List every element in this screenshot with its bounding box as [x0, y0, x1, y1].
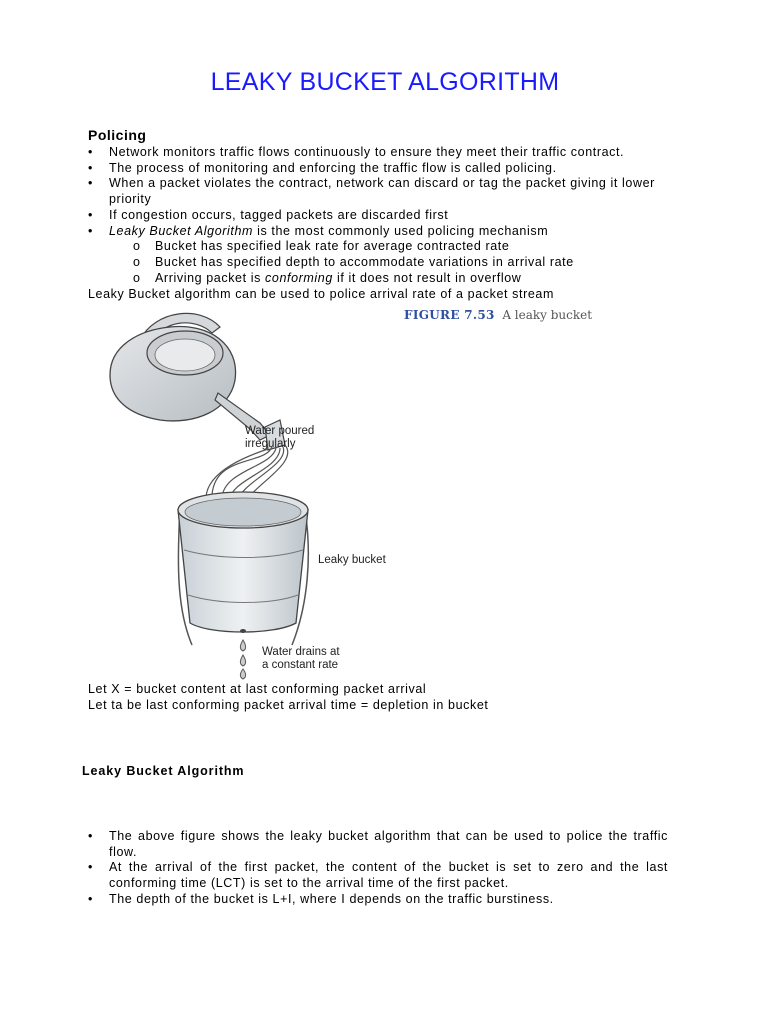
list-item	[88, 892, 668, 908]
leaky-bucket-illustration	[100, 305, 400, 680]
list-item-text: If congestion occurs, tagged packets are discarded first	[109, 207, 449, 222]
list-item	[88, 224, 668, 287]
bullet: •	[88, 176, 93, 191]
sub-list-item-emphasis: conforming	[265, 270, 333, 285]
list-item-text: is the most commonly used policing mechanism	[253, 223, 549, 238]
list-item	[88, 161, 668, 177]
sub-list	[109, 239, 668, 286]
list-item	[88, 860, 668, 891]
bullet: •	[88, 860, 93, 875]
definition-ta: Let ta be last conforming packet arrival time = depletion in bucket	[88, 698, 489, 712]
sub-list-item	[133, 239, 668, 255]
list-item-text: The depth of the bucket is L+I, where I depends on the traffic burstiness.	[109, 891, 554, 906]
algorithm-heading: Leaky Bucket Algorithm	[82, 764, 245, 778]
label-water-drains: Water drains at a constant rate	[262, 646, 340, 671]
list-item-text: The process of monitoring and enforcing the traffic flow is called policing.	[109, 160, 557, 175]
bullet: •	[88, 207, 93, 222]
list-item	[88, 829, 668, 860]
list-item-text: Network monitors traffic flows continuously to ensure they meet their traffic contract.	[109, 145, 625, 159]
label-leaky-bucket: Leaky bucket	[318, 554, 386, 566]
list-item-emphasis: Leaky Bucket Algorithm	[109, 223, 254, 238]
sub-list-item-text: Arriving packet is	[155, 270, 266, 285]
definition-x: Let X = bucket content at last conforming packet arrival	[88, 682, 427, 696]
bullet: •	[88, 223, 93, 238]
sub-list-item	[133, 255, 668, 271]
bucket-water	[185, 498, 301, 526]
sub-bullet: o	[133, 254, 141, 269]
list-item-text: The above figure shows the leaky bucket algorithm that can be used to police the traffic flow.	[109, 829, 668, 859]
water-drops	[240, 640, 245, 679]
figure-number: FIGURE 7.53	[404, 308, 495, 322]
figure-caption-text: A leaky bucket	[502, 308, 593, 322]
sub-list-item-text: if it does not result in overflow	[332, 270, 522, 285]
list-item-text: At the arrival of the first packet, the content of the bucket is set to zero and the last conforming time (LCT) is set to the arrival time of the first packet.	[109, 860, 668, 891]
list-item	[88, 208, 668, 224]
sub-list-item	[133, 271, 668, 287]
figure-caption	[404, 308, 592, 322]
bullet: •	[88, 891, 93, 906]
list-item	[88, 145, 668, 161]
algorithm-list	[88, 829, 668, 908]
closing-line: Leaky Bucket algorithm can be used to police arrival rate of a packet stream	[88, 287, 554, 301]
list-item	[88, 176, 668, 207]
policing-list	[88, 145, 668, 286]
sub-list-item-text: Bucket has specified depth to accommodate variations in arrival rate	[155, 254, 574, 269]
bullet: •	[88, 160, 93, 175]
list-item-text: When a packet violates the contract, network can discard or tag the packet giving it lower priority	[109, 176, 655, 207]
label-water-poured: Water poured irregularly	[245, 425, 315, 450]
sub-bullet: o	[133, 270, 141, 285]
sub-list-item-text: Bucket has specified leak rate for average contracted rate	[155, 239, 510, 254]
policing-heading: Policing	[88, 127, 147, 143]
bullet: •	[88, 145, 93, 159]
bullet: •	[88, 829, 93, 843]
sub-bullet: o	[133, 239, 141, 254]
page-title: LEAKY BUCKET ALGORITHM	[210, 68, 560, 96]
